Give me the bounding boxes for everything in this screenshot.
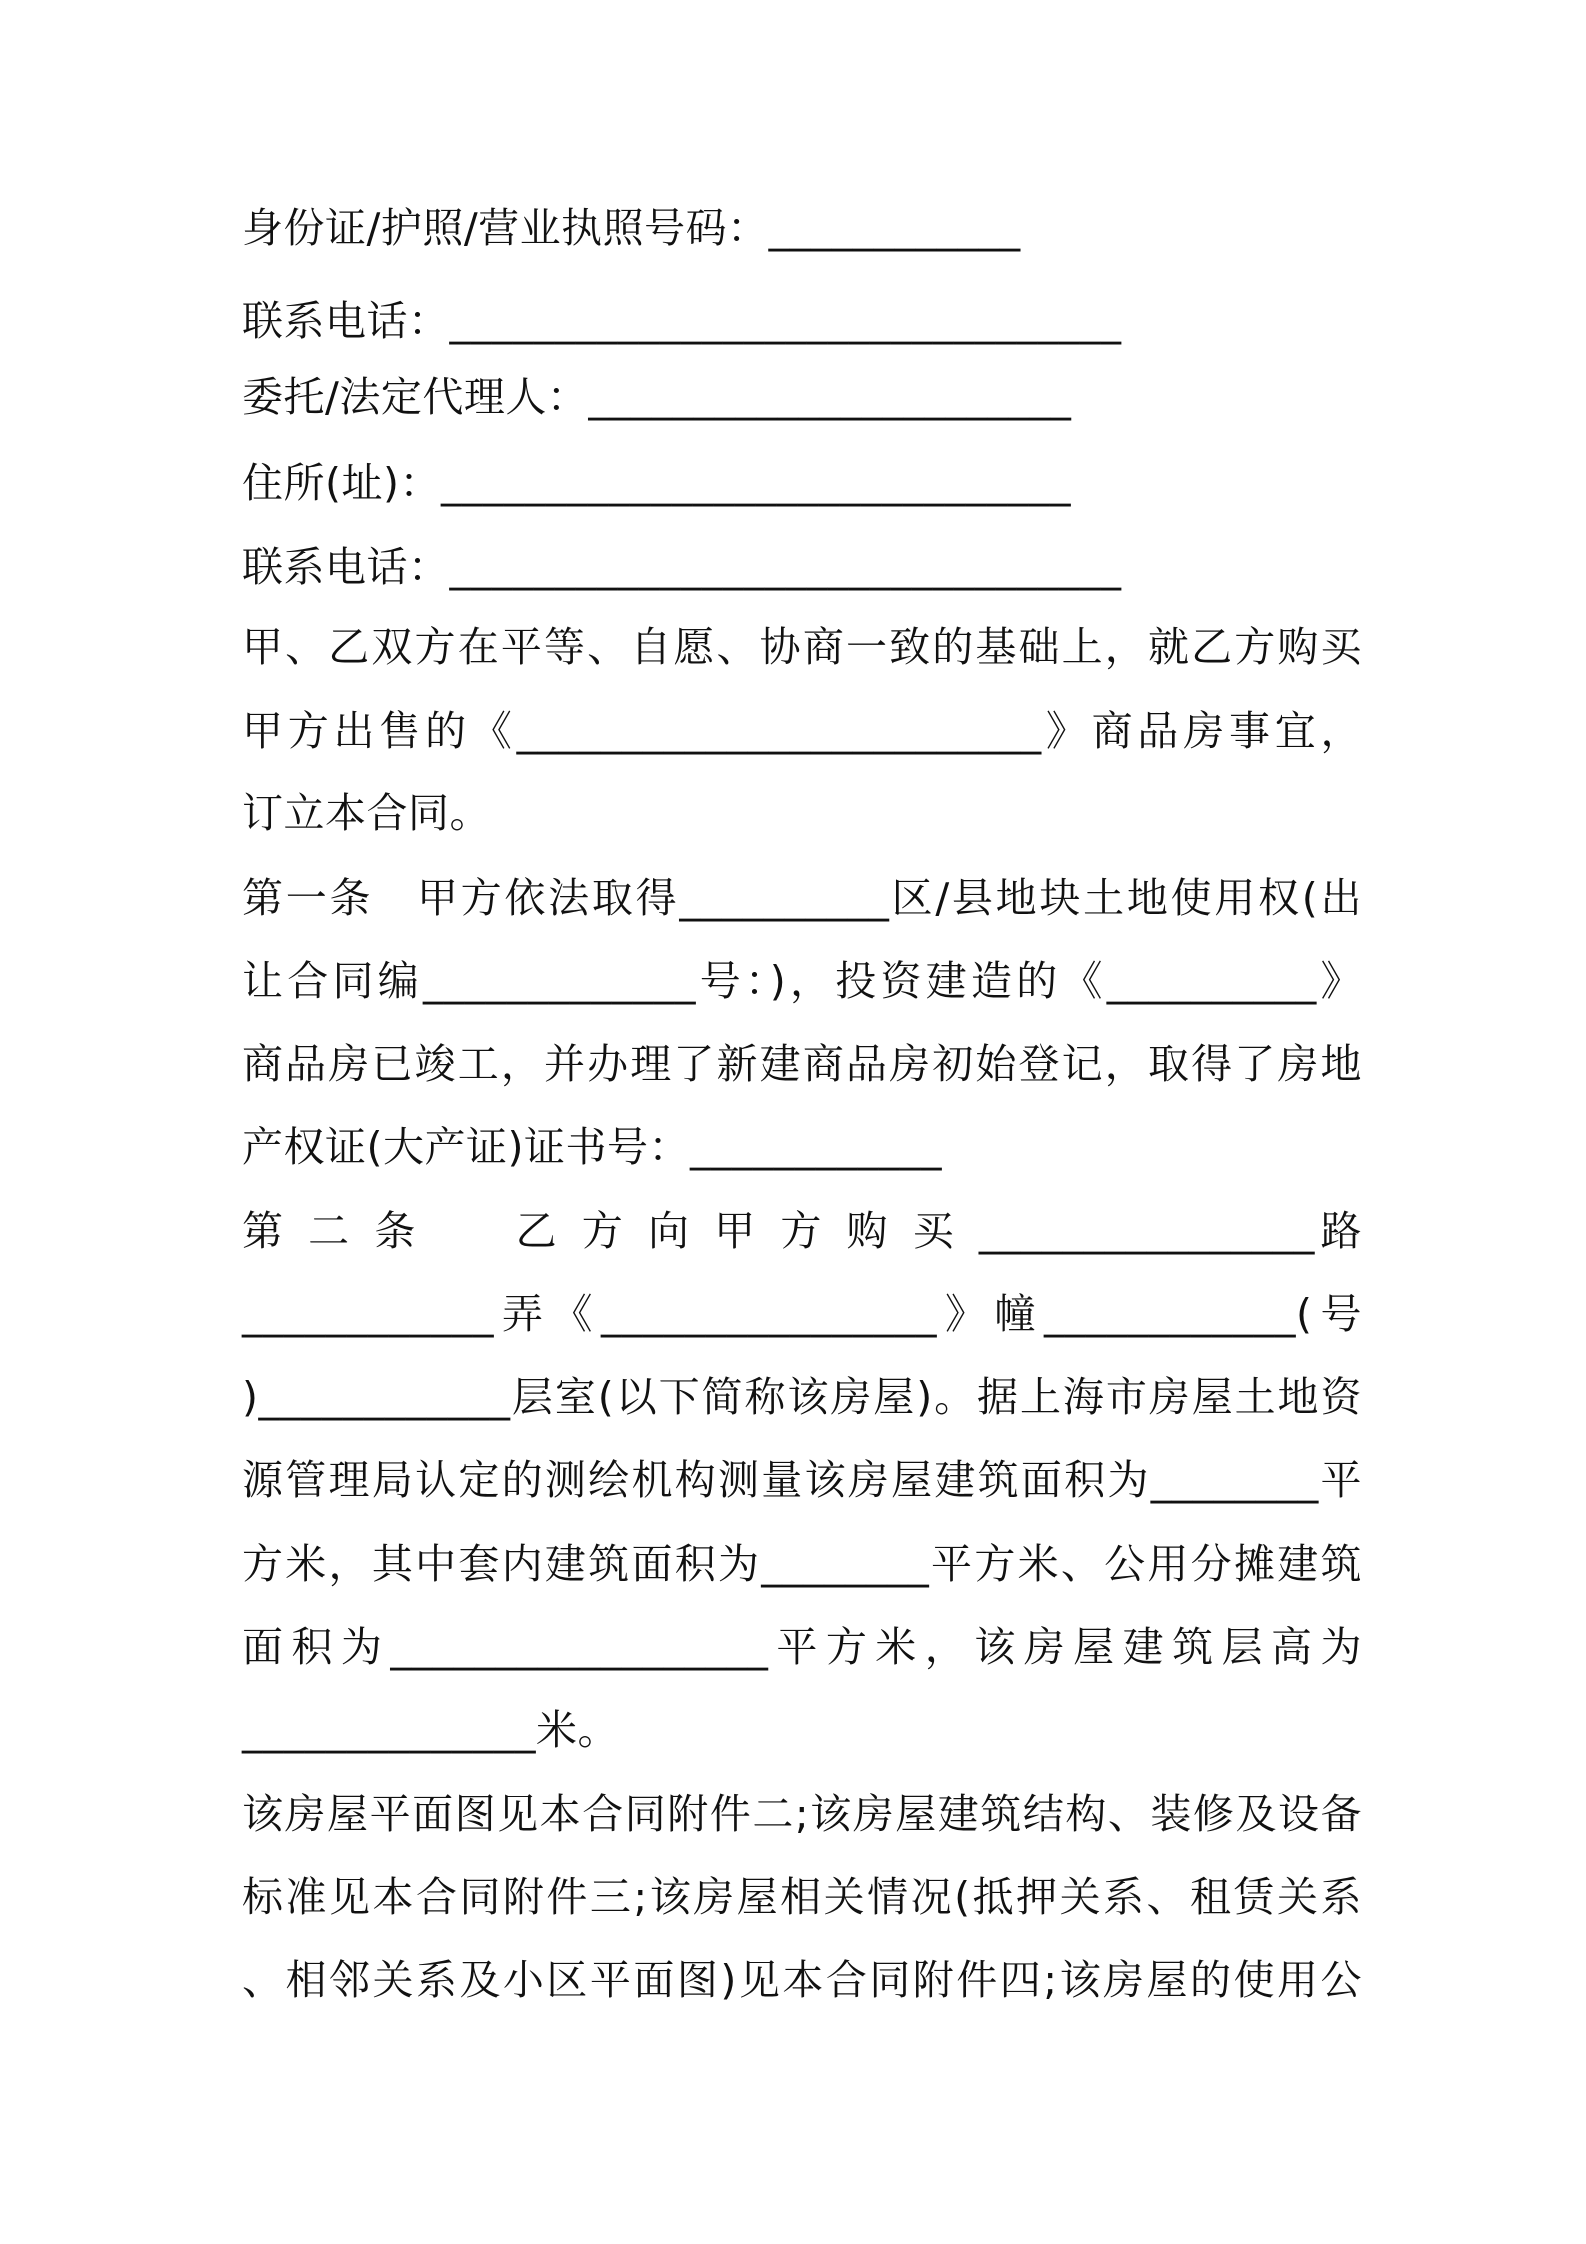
- agent-line: 委托/法定代理人：_______________________: [242, 373, 1072, 421]
- article-two-line: 面积为__________________平方米，该房屋建筑层高为: [242, 1623, 1362, 1671]
- appendix-line: 该房屋平面图见本合同附件二;该房屋建筑结构、装修及设备: [242, 1790, 1362, 1838]
- paragraph-line: 甲方出售的《_________________________》商品房事宜，: [242, 707, 1362, 755]
- article-one-line: 让合同编_____________号：)，投资建造的《__________》: [242, 957, 1362, 1005]
- article-two-line: 第 二 条 乙 方 向 甲 方 购 买 ________________路: [242, 1207, 1362, 1255]
- phone-line-1: 联系电话：________________________________: [242, 297, 1122, 345]
- article-two-line: ______________米。: [242, 1706, 619, 1754]
- phone-line-2: 联系电话：________________________________: [242, 543, 1122, 591]
- paragraph-line: 甲、乙双方在平等、自愿、协商一致的基础上，就乙方购买: [242, 623, 1362, 671]
- article-one-line: 产权证(大产证)证书号：____________: [242, 1123, 942, 1171]
- id-number-line: 身份证/护照/营业执照号码：____________: [242, 204, 1021, 252]
- article-two-line: )____________层室(以下简称该房屋)。据上海市房屋土地资: [242, 1373, 1362, 1421]
- article-one-line: 第一条 甲方依法取得__________区/县地块土地使用权(出: [242, 874, 1362, 922]
- paragraph-line: 订立本合同。: [242, 789, 491, 837]
- article-two-line: 方米，其中套内建筑面积为________平方米、公用分摊建筑: [242, 1540, 1362, 1588]
- article-two-line: 源管理局认定的测绘机构测量该房屋建筑面积为________平: [242, 1456, 1362, 1504]
- appendix-line: 、相邻关系及小区平面图)见本合同附件四;该房屋的使用公: [242, 1956, 1362, 2004]
- appendix-line: 标准见本合同附件三;该房屋相关情况(抵押关系、租赁关系: [242, 1873, 1362, 1921]
- article-two-line: ____________弄《________________》幢____________(号: [242, 1290, 1362, 1338]
- article-one-line: 商品房已竣工，并办理了新建商品房初始登记，取得了房地: [242, 1040, 1362, 1088]
- address-line: 住所(址)：______________________________: [242, 459, 1071, 507]
